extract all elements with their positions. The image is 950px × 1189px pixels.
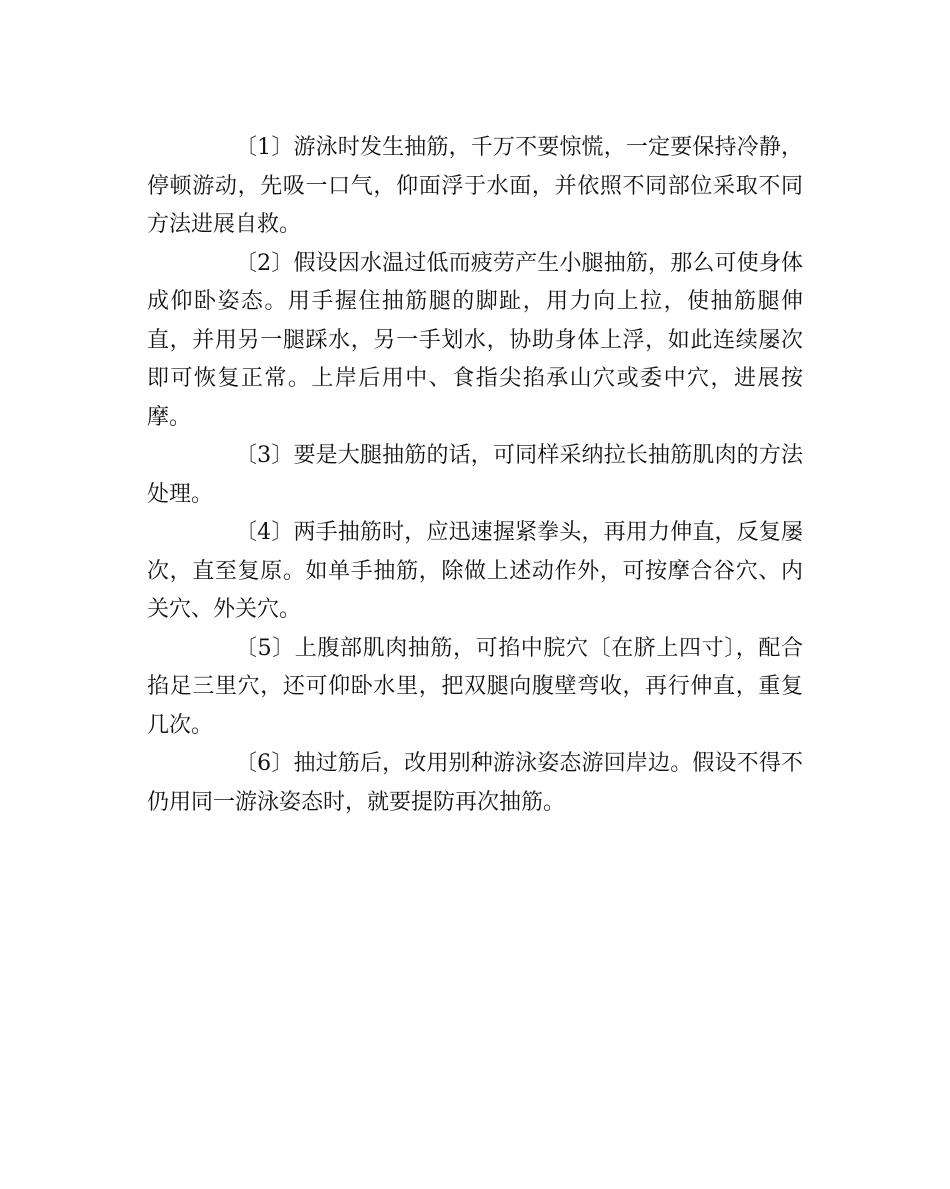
paragraph-4: 〔4〕两手抽筋时，应迅速握紧拳头，再用力伸直，反复屡次，直至复原。如单手抽筋，除做上述动作外，可按摩合谷穴、内关穴、外关穴。 (147, 520, 803, 622)
paragraph-6: 〔6〕抽过筋后，改用别种游泳姿态游回岸边。假设不得不仍用同一游泳姿态时，就要提防再次抽筋。 (147, 751, 803, 815)
document-body (147, 129, 803, 822)
paragraph-2: 〔2〕假设因水温过低而疲劳产生小腿抽筋，那么可使身体成仰卧姿态。用手握住抽筋腿的脚趾，用力向上拉，使抽筋腿伸直，并用另一腿踩水，另一手划水，协助身体上浮，如此连续屡次即可恢复正常。上岸后用中、食指尖掐承山穴或委中穴，进展按摩。 (147, 250, 803, 430)
paragraph-5: 〔5〕上腹部肌肉抽筋，可掐中脘穴〔在脐上四寸〕，配合掐足三里穴，还可仰卧水里，把双腿向腹壁弯收，再行伸直，重复几次。 (147, 635, 803, 738)
paragraph-1: 〔1〕游泳时发生抽筋，千万不要惊慌，一定要保持冷静，停顿游动，先吸一口气，仰面浮于水面，并依照不同部位采取不同方法进展自救。 (147, 135, 803, 237)
paragraph-3: 〔3〕要是大腿抽筋的话，可同样采纳拉长抽筋肌肉的方法处理。 (147, 443, 803, 507)
